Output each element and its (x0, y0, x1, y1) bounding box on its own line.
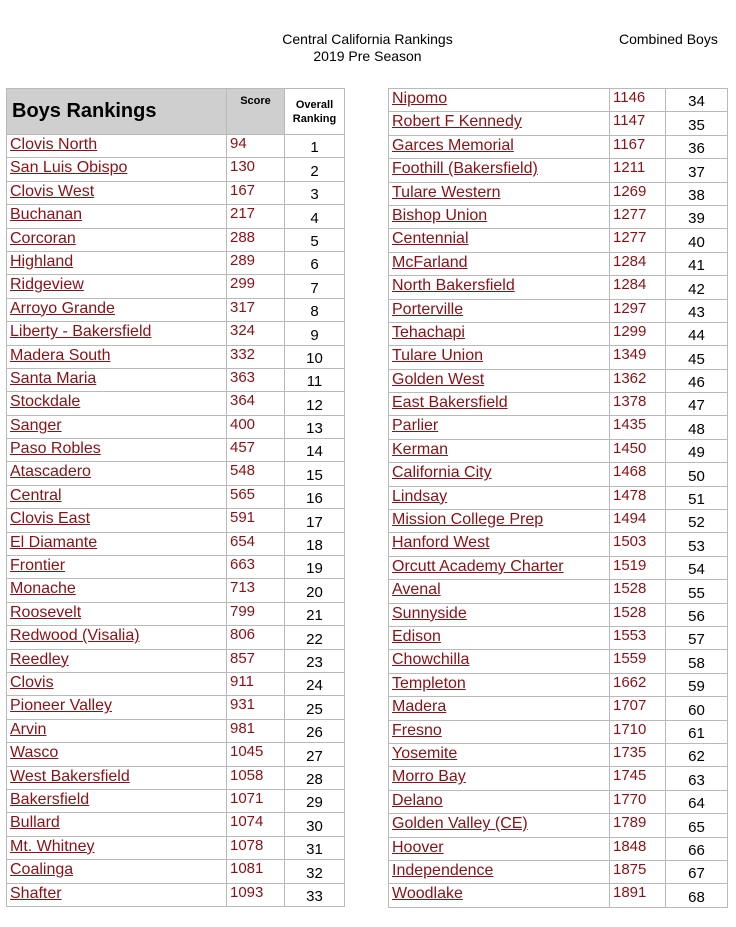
school-link[interactable]: Clovis (7, 672, 227, 695)
rank-cell: 35 (666, 112, 728, 135)
school-link[interactable]: Templeton (389, 673, 610, 696)
rank-cell: 28 (285, 766, 345, 789)
score-cell: 94 (227, 135, 285, 158)
table-row (389, 393, 728, 416)
school-link[interactable]: Centennial (389, 229, 610, 252)
score-cell: 981 (227, 719, 285, 742)
rank-cell: 64 (666, 790, 728, 813)
table-row (7, 813, 345, 836)
table-row (7, 439, 345, 462)
rank-cell: 6 (285, 251, 345, 274)
rank-cell: 53 (666, 533, 728, 556)
score-cell: 663 (227, 556, 285, 579)
school-link[interactable]: Golden West (389, 369, 610, 392)
score-cell: 1770 (610, 790, 666, 813)
table-row (7, 415, 345, 438)
table-row (7, 509, 345, 532)
table-row (389, 650, 728, 673)
rank-cell: 3 (285, 181, 345, 204)
school-link[interactable]: Kerman (389, 439, 610, 462)
rank-cell: 12 (285, 392, 345, 415)
rank-cell: 52 (666, 510, 728, 533)
score-cell: 317 (227, 298, 285, 321)
rank-cell: 27 (285, 743, 345, 766)
rank-cell: 9 (285, 322, 345, 345)
rank-cell: 33 (285, 883, 345, 906)
score-cell: 1848 (610, 837, 666, 860)
school-link[interactable]: Highland (7, 251, 227, 274)
score-cell: 1284 (610, 276, 666, 299)
score-cell: 1528 (610, 580, 666, 603)
rank-cell: 5 (285, 228, 345, 251)
score-cell: 1284 (610, 252, 666, 275)
table-row (7, 789, 345, 812)
score-cell: 565 (227, 485, 285, 508)
score-cell: 1349 (610, 346, 666, 369)
table-row (389, 697, 728, 720)
rank-cell: 25 (285, 696, 345, 719)
table-row (7, 743, 345, 766)
score-cell: 1093 (227, 883, 285, 906)
rank-cell: 20 (285, 579, 345, 602)
rank-cell: 49 (666, 439, 728, 462)
right-table-body (389, 89, 728, 908)
score-cell: 130 (227, 158, 285, 181)
table-row (389, 252, 728, 275)
school-link[interactable]: Bakersfield (7, 789, 227, 812)
table-row (389, 580, 728, 603)
table-row (389, 416, 728, 439)
table-row (7, 719, 345, 742)
school-link[interactable]: Madera South (7, 345, 227, 368)
school-link[interactable]: Liberty - Bakersfield (7, 322, 227, 345)
rank-cell: 36 (666, 135, 728, 158)
school-link[interactable]: Tulare Western (389, 182, 610, 205)
table-row (7, 766, 345, 789)
left-table-body (7, 135, 345, 907)
school-link[interactable]: Arroyo Grande (7, 298, 227, 321)
rank-cell: 60 (666, 697, 728, 720)
table-row (389, 533, 728, 556)
score-cell: 1299 (610, 322, 666, 345)
school-link[interactable]: McFarland (389, 252, 610, 275)
school-link[interactable]: Atascadero (7, 462, 227, 485)
table-row (7, 579, 345, 602)
score-cell: 1277 (610, 229, 666, 252)
rank-cell: 19 (285, 556, 345, 579)
score-cell: 1211 (610, 159, 666, 182)
school-link[interactable]: Delano (389, 790, 610, 813)
table-row (7, 135, 345, 158)
rank-cell: 66 (666, 837, 728, 860)
table-row (389, 369, 728, 392)
score-column-header: Score (227, 89, 285, 135)
school-link[interactable]: Shafter (7, 883, 227, 906)
table-row (389, 159, 728, 182)
table-row (389, 276, 728, 299)
table-row (7, 696, 345, 719)
school-link[interactable]: El Diamante (7, 532, 227, 555)
rank-cell: 26 (285, 719, 345, 742)
school-link[interactable]: Stockdale (7, 392, 227, 415)
score-cell: 1277 (610, 205, 666, 228)
table-row (389, 463, 728, 486)
table-row (389, 556, 728, 579)
page-title-line2: 2019 Pre Season (313, 48, 422, 64)
score-cell: 1078 (227, 836, 285, 859)
rank-header-line2: Ranking (292, 112, 337, 125)
rank-cell: 40 (666, 229, 728, 252)
score-cell: 1146 (610, 89, 666, 112)
score-cell: 1528 (610, 603, 666, 626)
table-row (7, 368, 345, 391)
rank-cell: 18 (285, 532, 345, 555)
score-cell: 911 (227, 672, 285, 695)
score-cell: 1450 (610, 439, 666, 462)
table-row (389, 112, 728, 135)
page-title-line1: Central California Rankings (282, 31, 453, 47)
rank-cell: 30 (285, 813, 345, 836)
table-row (7, 322, 345, 345)
school-link[interactable]: Sunnyside (389, 603, 610, 626)
rank-cell: 4 (285, 205, 345, 228)
table-row (7, 345, 345, 368)
table-row (389, 346, 728, 369)
score-cell: 1167 (610, 135, 666, 158)
rank-cell: 67 (666, 860, 728, 883)
category-label: Combined Boys (619, 31, 718, 47)
rankings-table-right (388, 88, 728, 908)
school-link[interactable]: Orcutt Academy Charter (389, 556, 610, 579)
table-row (389, 743, 728, 766)
rank-cell: 46 (666, 369, 728, 392)
table-row (389, 229, 728, 252)
rank-cell: 48 (666, 416, 728, 439)
score-cell: 931 (227, 696, 285, 719)
school-link[interactable]: Parlier (389, 416, 610, 439)
school-link[interactable]: Tehachapi (389, 322, 610, 345)
school-link[interactable]: Pioneer Valley (7, 696, 227, 719)
school-link[interactable]: Buchanan (7, 205, 227, 228)
school-link[interactable]: Sanger (7, 415, 227, 438)
table-row (7, 556, 345, 579)
table-row (389, 182, 728, 205)
school-link[interactable]: Monache (7, 579, 227, 602)
table-row (7, 462, 345, 485)
table-row (7, 275, 345, 298)
school-link[interactable]: Paso Robles (7, 439, 227, 462)
school-link[interactable]: Porterville (389, 299, 610, 322)
score-cell: 1071 (227, 789, 285, 812)
school-link[interactable]: Redwood (Visalia) (7, 626, 227, 649)
school-link[interactable]: Wasco (7, 743, 227, 766)
table-row (389, 439, 728, 462)
score-cell: 654 (227, 532, 285, 555)
score-cell: 1789 (610, 814, 666, 837)
table-row (389, 205, 728, 228)
table-row (7, 251, 345, 274)
score-cell: 1362 (610, 369, 666, 392)
table-row (7, 485, 345, 508)
school-link[interactable]: Yosemite (389, 743, 610, 766)
score-cell: 1468 (610, 463, 666, 486)
school-link[interactable]: Golden Valley (CE) (389, 814, 610, 837)
school-link[interactable]: Coalinga (7, 860, 227, 883)
score-cell: 1058 (227, 766, 285, 789)
table-row (7, 181, 345, 204)
school-link[interactable]: California City (389, 463, 610, 486)
table-row (389, 322, 728, 345)
rank-cell: 11 (285, 368, 345, 391)
table-header-row (7, 89, 345, 135)
school-link[interactable]: Avenal (389, 580, 610, 603)
table-row (7, 392, 345, 415)
table-row (389, 135, 728, 158)
school-link[interactable]: San Luis Obispo (7, 158, 227, 181)
rank-cell: 17 (285, 509, 345, 532)
table-row (389, 860, 728, 883)
score-cell: 1045 (227, 743, 285, 766)
table-row (389, 767, 728, 790)
score-cell: 1074 (227, 813, 285, 836)
table-row (7, 602, 345, 625)
school-link[interactable]: West Bakersfield (7, 766, 227, 789)
rank-cell: 2 (285, 158, 345, 181)
table-title: Boys Rankings (7, 89, 227, 135)
rank-cell: 22 (285, 626, 345, 649)
school-link[interactable]: Hoover (389, 837, 610, 860)
table-row (389, 299, 728, 322)
school-link[interactable]: East Bakersfield (389, 393, 610, 416)
rank-cell: 51 (666, 486, 728, 509)
school-link[interactable]: Roosevelt (7, 602, 227, 625)
school-link[interactable]: Bullard (7, 813, 227, 836)
score-cell: 806 (227, 626, 285, 649)
school-link[interactable]: Clovis North (7, 135, 227, 158)
rank-cell: 43 (666, 299, 728, 322)
rank-cell: 44 (666, 322, 728, 345)
table-row (7, 532, 345, 555)
score-cell: 167 (227, 181, 285, 204)
rank-cell: 29 (285, 789, 345, 812)
score-cell: 1503 (610, 533, 666, 556)
score-cell: 299 (227, 275, 285, 298)
rankings-table-left (6, 88, 345, 907)
school-link[interactable]: Santa Maria (7, 368, 227, 391)
school-link[interactable]: Mt. Whitney (7, 836, 227, 859)
rank-cell: 13 (285, 415, 345, 438)
school-link[interactable]: Hanford West (389, 533, 610, 556)
rank-cell: 61 (666, 720, 728, 743)
table-row (7, 836, 345, 859)
score-cell: 1710 (610, 720, 666, 743)
table-row (389, 720, 728, 743)
school-link[interactable]: Tulare Union (389, 346, 610, 369)
school-link[interactable]: Morro Bay (389, 767, 610, 790)
table-row (7, 626, 345, 649)
rank-cell: 32 (285, 860, 345, 883)
school-link[interactable]: Ridgeview (7, 275, 227, 298)
rank-cell: 31 (285, 836, 345, 859)
score-cell: 1707 (610, 697, 666, 720)
school-link[interactable]: Fresno (389, 720, 610, 743)
score-cell: 857 (227, 649, 285, 672)
rank-cell: 37 (666, 159, 728, 182)
rank-cell: 47 (666, 393, 728, 416)
score-cell: 1559 (610, 650, 666, 673)
score-cell: 591 (227, 509, 285, 532)
school-link[interactable]: North Bakersfield (389, 276, 610, 299)
rank-cell: 16 (285, 485, 345, 508)
score-cell: 1891 (610, 884, 666, 907)
table-row (7, 672, 345, 695)
score-cell: 457 (227, 439, 285, 462)
school-link[interactable]: Clovis East (7, 509, 227, 532)
rank-cell: 41 (666, 252, 728, 275)
rank-cell: 1 (285, 135, 345, 158)
rank-cell: 56 (666, 603, 728, 626)
table-row (7, 228, 345, 251)
rank-cell: 24 (285, 672, 345, 695)
table-row (389, 626, 728, 649)
table-row (389, 89, 728, 112)
score-cell: 1478 (610, 486, 666, 509)
table-row (389, 486, 728, 509)
rank-cell: 42 (666, 276, 728, 299)
score-cell: 1662 (610, 673, 666, 696)
school-link[interactable]: Corcoran (7, 228, 227, 251)
score-cell: 548 (227, 462, 285, 485)
table-row (389, 790, 728, 813)
score-cell: 1297 (610, 299, 666, 322)
table-row (7, 298, 345, 321)
table-row (7, 649, 345, 672)
rank-cell: 58 (666, 650, 728, 673)
rank-cell: 39 (666, 205, 728, 228)
table-row (7, 205, 345, 228)
rank-cell: 23 (285, 649, 345, 672)
page-title (240, 31, 495, 65)
score-cell: 1378 (610, 393, 666, 416)
score-cell: 1269 (610, 182, 666, 205)
rank-cell: 7 (285, 275, 345, 298)
rank-header-line1: Overall (295, 98, 334, 111)
score-cell: 1147 (610, 112, 666, 135)
score-cell: 1735 (610, 743, 666, 766)
school-link[interactable]: Independence (389, 860, 610, 883)
table-row (389, 814, 728, 837)
rank-cell: 50 (666, 463, 728, 486)
school-link[interactable]: Garces Memorial (389, 135, 610, 158)
school-link[interactable]: Robert F Kennedy (389, 112, 610, 135)
rank-cell: 59 (666, 673, 728, 696)
school-link[interactable]: Central (7, 485, 227, 508)
school-link[interactable]: Arvin (7, 719, 227, 742)
rank-column-header (285, 89, 345, 135)
score-cell: 1519 (610, 556, 666, 579)
school-link[interactable]: Edison (389, 626, 610, 649)
score-cell: 332 (227, 345, 285, 368)
school-link[interactable]: Madera (389, 697, 610, 720)
school-link[interactable]: Reedley (7, 649, 227, 672)
table-row (389, 603, 728, 626)
rank-cell: 45 (666, 346, 728, 369)
table-row (389, 510, 728, 533)
school-link[interactable]: Nipomo (389, 89, 610, 112)
rank-cell: 68 (666, 884, 728, 907)
table-row (389, 837, 728, 860)
table-row (389, 884, 728, 907)
school-link[interactable]: Chowchilla (389, 650, 610, 673)
score-cell: 1081 (227, 860, 285, 883)
rank-cell: 8 (285, 298, 345, 321)
score-cell: 400 (227, 415, 285, 438)
rank-cell: 55 (666, 580, 728, 603)
school-link[interactable]: Mission College Prep (389, 510, 610, 533)
rank-cell: 63 (666, 767, 728, 790)
rank-cell: 65 (666, 814, 728, 837)
score-cell: 1875 (610, 860, 666, 883)
score-cell: 217 (227, 205, 285, 228)
score-cell: 324 (227, 322, 285, 345)
table-row (7, 158, 345, 181)
table-row (389, 673, 728, 696)
school-link[interactable]: Lindsay (389, 486, 610, 509)
rank-cell: 34 (666, 89, 728, 112)
table-row (7, 860, 345, 883)
score-cell: 364 (227, 392, 285, 415)
rank-cell: 10 (285, 345, 345, 368)
rank-cell: 62 (666, 743, 728, 766)
score-cell: 1435 (610, 416, 666, 439)
score-cell: 288 (227, 228, 285, 251)
rank-cell: 14 (285, 439, 345, 462)
rank-cell: 38 (666, 182, 728, 205)
score-cell: 1553 (610, 626, 666, 649)
school-link[interactable]: Woodlake (389, 884, 610, 907)
score-cell: 289 (227, 251, 285, 274)
rank-cell: 21 (285, 602, 345, 625)
score-cell: 363 (227, 368, 285, 391)
rank-cell: 15 (285, 462, 345, 485)
score-cell: 1745 (610, 767, 666, 790)
school-link[interactable]: Bishop Union (389, 205, 610, 228)
school-link[interactable]: Foothill (Bakersfield) (389, 159, 610, 182)
school-link[interactable]: Clovis West (7, 181, 227, 204)
school-link[interactable]: Frontier (7, 556, 227, 579)
score-cell: 713 (227, 579, 285, 602)
score-cell: 1494 (610, 510, 666, 533)
rank-cell: 57 (666, 626, 728, 649)
table-row (7, 883, 345, 906)
score-cell: 799 (227, 602, 285, 625)
rank-cell: 54 (666, 556, 728, 579)
